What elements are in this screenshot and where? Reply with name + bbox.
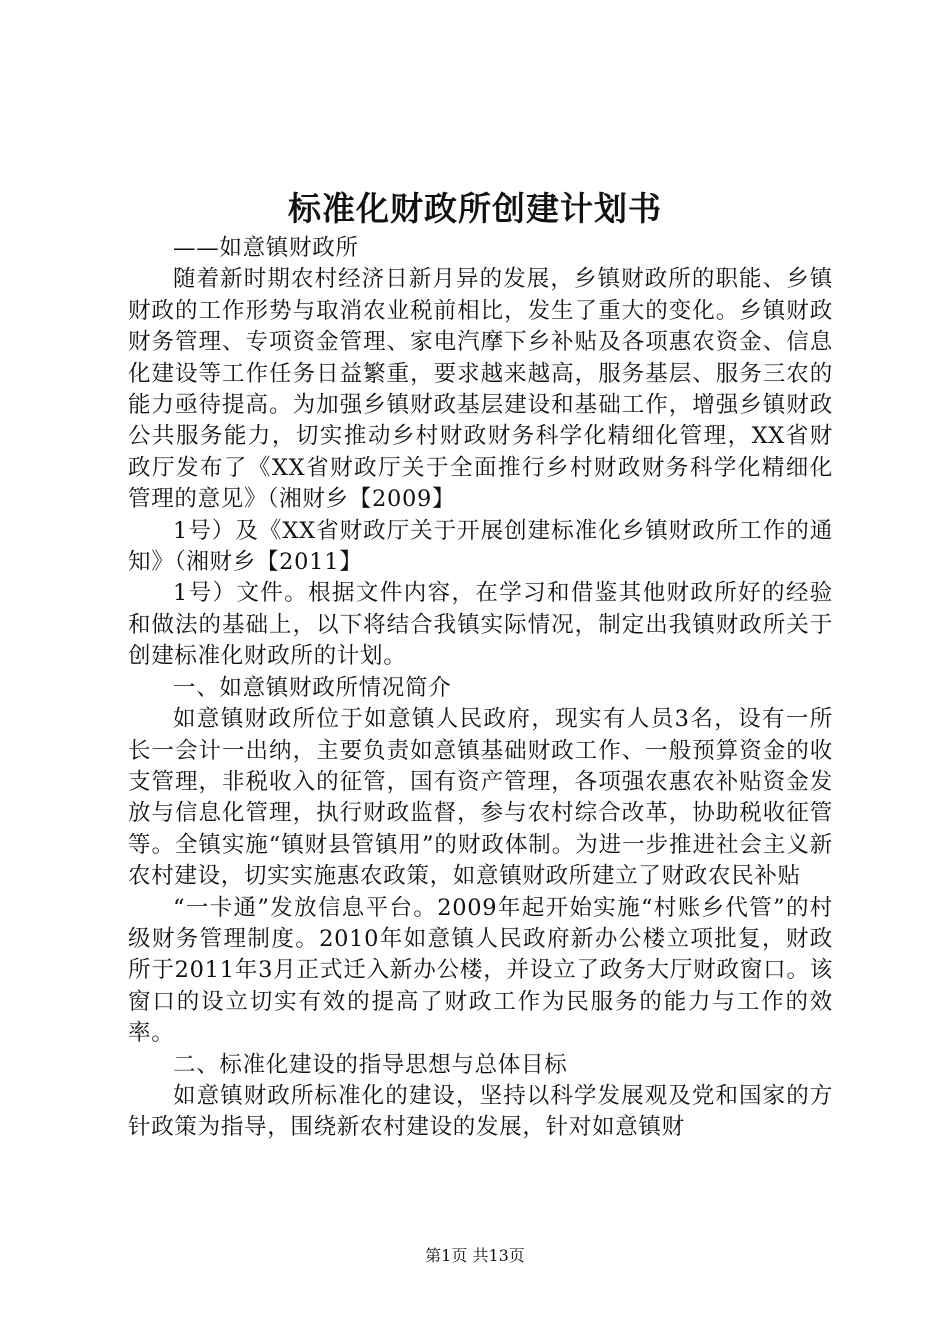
- paragraph: 如意镇财政所位于如意镇人民政府，现实有人员3名，设有一所长一会计一出纳，主要负责如意镇基础财政工作、一般预算资金的收支管理，非税收入的征管，国有资产管理，各项强农惠农补贴资金发放与信息化管理，执行财政监督，参与农村综合改革，协助税收征管等。全镇实施“镇财县管镇用”的财政体制。为进一步推进社会主义新农村建设，切实实施惠农政策，如意镇财政所建立了财政农民补贴: [128, 706, 833, 890]
- section-heading: 二、标准化建设的指导思想与总体目标: [173, 1051, 568, 1078]
- paragraph-author: ——如意镇财政所: [173, 235, 359, 261]
- paragraph: 随着新时期农村经济日新月异的发展，乡镇财政所的职能、乡镇财政的工作形势与取消农业税前相比，发生了重大的变化。乡镇财政财务管理、专项资金管理、家电汽摩下乡补贴及各项惠农资金、信息化建设等工作任务日益繁重，要求越来越高，服务基层、服务三农的能力亟待提高。为加强乡镇财政基层建设和基础工作，增强乡镇财政公共服务能力，切实推动乡村财政财务科学化精细化管理，XX省财政厅发布了《XX省财政厅关于全面推行乡村财政财务科学化精细化管理的意见》（湘财乡【2009】: [128, 266, 833, 513]
- paragraph: 1号）及《XX省财政厅关于开展创建标准化乡镇财政所工作的通知》（湘财乡【2011】: [128, 517, 833, 576]
- section-heading: 一、如意镇财政所情况简介: [173, 674, 452, 701]
- document-body: [128, 233, 833, 1144]
- paragraph: 1号）文件。根据文件内容，在学习和借鉴其他财政所好的经验和做法的基础上，以下将结合我镇实际情况，制定出我镇财政所关于创建标准化财政所的计划。: [128, 580, 833, 670]
- paragraph: “一卡通”发放信息平台。2009年起开始实施“村账乡代管”的村级财务管理制度。2010年如意镇人民政府新办公楼立项批复，财政所于2011年3月正式迁入新办公楼，并设立了政务大厅财政窗口。该窗口的设立切实有效的提高了财政工作为民服务的能力与工作的效率。: [128, 894, 833, 1047]
- page-footer: 第1页 共13页: [425, 1246, 525, 1265]
- document-title: 标准化财政所创建计划书: [288, 189, 662, 228]
- paragraph: 如意镇财政所标准化的建设，坚持以科学发展观及党和国家的方针政策为指导，围绕新农村建设的发展，针对如意镇财: [128, 1082, 833, 1141]
